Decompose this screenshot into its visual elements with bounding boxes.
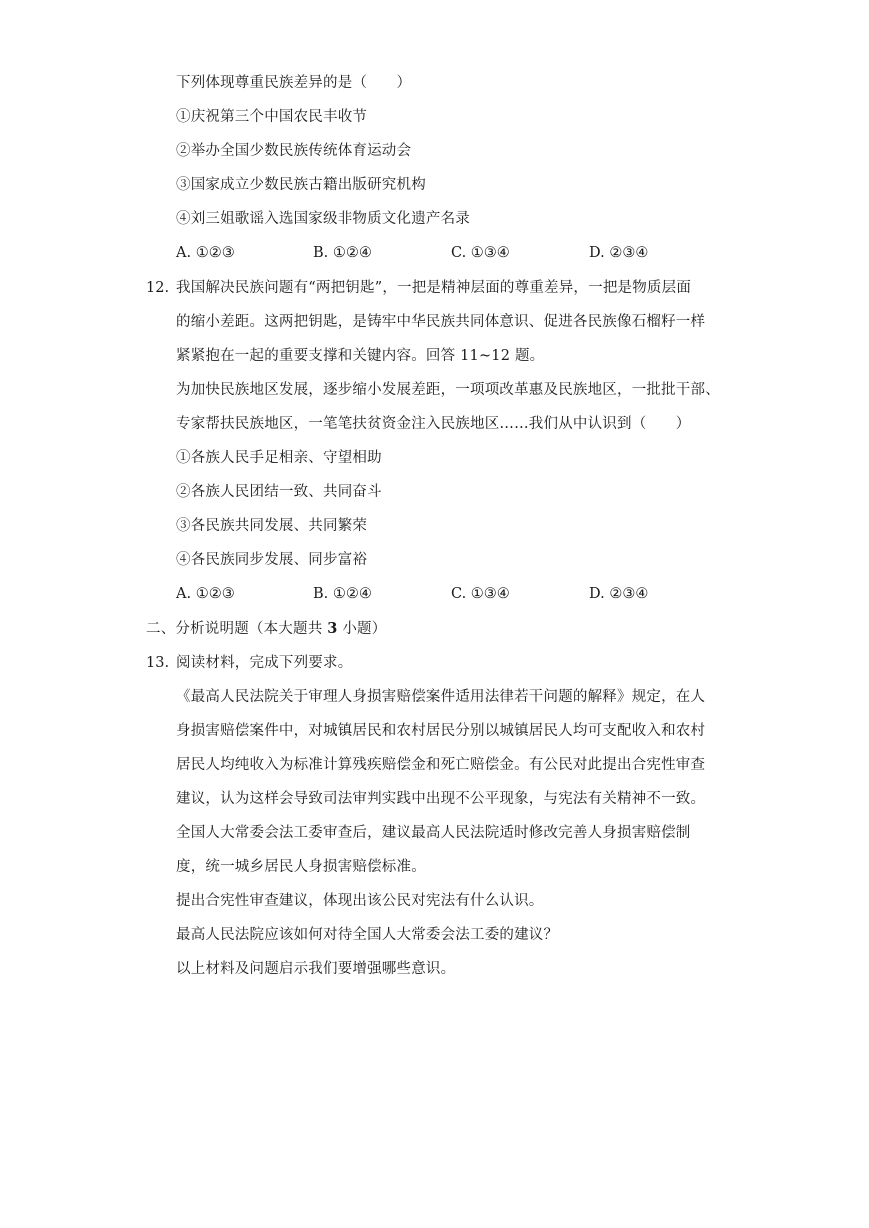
q13-number: 13. — [146, 655, 170, 671]
q12-stem-line-1: 为加快民族地区发展，逐步缩小发展差距，一项项改革惠及民族地区，一批批干部、 — [176, 382, 720, 398]
q12-number: 12. — [146, 280, 170, 296]
q11-item-1: ①庆祝第三个中国农民丰收节 — [176, 109, 368, 125]
q11-option-d: D. ②③④ — [589, 245, 649, 261]
q13-question-1: 提出合宪性审查建议，体现出该公民对宪法有什么认识。 — [176, 893, 544, 909]
q13-material-line-4: 建议，认为这样会导致司法审判实践中出现不公平现象，与宪法有关精神不一致。 — [176, 791, 706, 807]
q11-stem: 下列体现尊重民族差异的是（ ） — [176, 75, 412, 91]
q12-stem-line-2: 专家帮扶民族地区，一笔笔扶贫资金注入民族地区……我们从中认识到（ ） — [176, 416, 691, 432]
q12-item-1: ①各族人民手足相亲、守望相助 — [176, 450, 382, 466]
q13-question-2: 最高人民法院应该如何对待全国人大常委会法工委的建议？ — [176, 927, 559, 943]
q13-material-line-5: 全国人大常委会法工委审查后，建议最高人民法院适时修改完善人身损害赔偿制 — [176, 825, 691, 841]
q13-material-line-6: 度，统一城乡居民人身损害赔偿标准。 — [176, 859, 426, 875]
q12-option-a: A. ①②③ — [176, 586, 235, 602]
q12-option-d: D. ②③④ — [589, 586, 649, 602]
q13-material-line-3: 居民人均纯收入为标准计算残疾赔偿金和死亡赔偿金。有公民对此提出合宪性审查 — [176, 757, 706, 773]
q13-material-line-2: 身损害赔偿案件中，对城镇居民和农村居民分别以城镇居民人均可支配收入和农村 — [176, 723, 706, 739]
q11-option-b: B. ①②④ — [313, 245, 372, 261]
q12-option-c: C. ①③④ — [451, 586, 510, 602]
q12-option-b: B. ①②④ — [313, 586, 372, 602]
q11-item-2: ②举办全国少数民族传统体育运动会 — [176, 143, 412, 159]
q11-item-4: ④刘三姐歌谣入选国家级非物质文化遗产名录 — [176, 211, 470, 227]
section-2-heading — [146, 619, 386, 639]
q12-intro-line-3: 紧紧抱在一起的重要支撑和关键内容。回答 11~12 题。 — [176, 348, 545, 364]
q12-item-4: ④各民族同步发展、同步富裕 — [176, 552, 368, 568]
q12-item-2: ②各族人民团结一致、共同奋斗 — [176, 484, 382, 500]
q13-material-line-1: 《最高人民法院关于审理人身损害赔偿案件适用法律若干问题的解释》规定，在人 — [176, 689, 706, 705]
section-2-heading-suffix: 小题） — [337, 621, 387, 637]
section-2-heading-prefix: 二、分析说明题（本大题共 — [146, 621, 328, 637]
q11-item-3: ③国家成立少数民族古籍出版研究机构 — [176, 177, 426, 193]
q12-intro-line-1: 我国解决民族问题有“两把钥匙”，一把是精神层面的尊重差异，一把是物质层面 — [176, 280, 692, 296]
q12-intro-line-2: 的缩小差距。这两把钥匙，是铸牢中华民族共同体意识、促进各民族像石榴籽一样 — [176, 314, 706, 330]
q13-instruction: 阅读材料，完成下列要求。 — [176, 655, 353, 671]
q11-option-c: C. ①③④ — [451, 245, 510, 261]
q13-question-3: 以上材料及问题启示我们要增强哪些意识。 — [176, 961, 456, 977]
q12-item-3: ③各民族共同发展、共同繁荣 — [176, 518, 368, 534]
section-2-question-count: 3 — [327, 620, 338, 637]
q11-option-a: A. ①②③ — [176, 245, 235, 261]
